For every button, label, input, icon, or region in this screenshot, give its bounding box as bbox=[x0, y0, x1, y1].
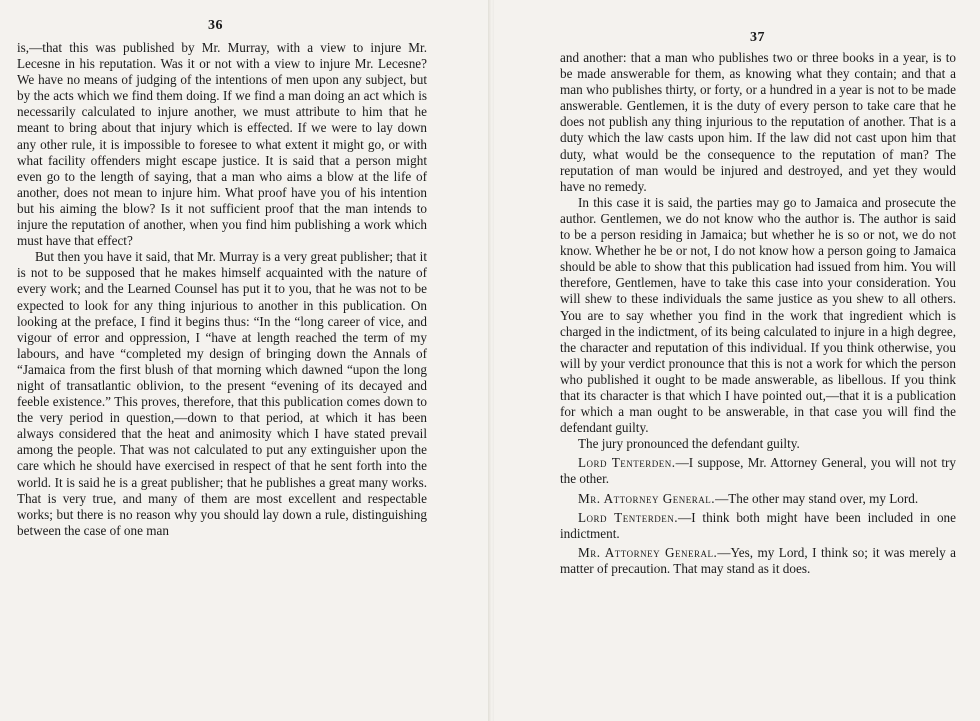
dialogue-line bbox=[560, 545, 956, 577]
right-page bbox=[494, 0, 980, 721]
right-page-body bbox=[560, 50, 956, 577]
dialogue-line bbox=[560, 510, 956, 542]
dialogue-speaker: Mr. Attorney General. bbox=[578, 490, 716, 506]
right-paragraph-verdict: The jury pronounced the defendant guilty. bbox=[578, 436, 800, 452]
dialogue-text: —I think both might have been included in one indictment. bbox=[560, 509, 956, 541]
left-paragraph-2: But then you have it said, that Mr. Murray is a very great publisher; that it is not to be supposed that he makes himself acquainted with the nature of every work; and the Learned Counsel has put it to you, that he was not to be expected to look for any thing injurious to another in this publication. On looking at the preface, I find it begins thus: “In the “long career of vice, and vigour of error and oppression, I “have at length reached the term of my labours, and have “completed my design of bringing down the Annals of “Jamaica from the first blush of that morning which dawned “upon the long night of transatlantic oblivion, to the present “evening of its decayed and feeble existence.” This proves, therefore, that this publication comes down to the very period in question,—down to that period, at which it has been always considered that the heat and animosity which I have stated prevail among the people. That was not calculated to put any extinguisher upon the care which he should have exercised in respect of that he sent forth into the world. It is said he is a great publisher; that he publishes a great many works. That is very true, and many of them are most excellent and respectable works; but there is no reason why you should lay down a rule, distinguishing between the case of one man bbox=[17, 249, 427, 538]
dialogue-speaker: Lord Tenterden. bbox=[578, 455, 676, 471]
dialogue-speaker: Mr. Attorney General. bbox=[578, 544, 718, 560]
dialogue-speaker: Lord Tenterden. bbox=[578, 509, 678, 525]
dialogue-text: —I suppose, Mr. Attorney General, you will not try the other. bbox=[560, 455, 956, 487]
right-paragraph-1: and another: that a man who publishes two or three books in a year, is to be made answerable for them, as knowing what they contain; and that a man who publishes thirty, or forty, or a hundred in a year is not to be made answerable. Gentlemen, it is the duty of every person to take care that he does not publish any thing injurious to the reputation of another. That is a duty which the law casts upon him. If the law did not cast upon him that duty, what would be the consequence to the reputation of man? The reputation of man would be injured and destroyed, and yet they would have no remedy. bbox=[560, 50, 956, 194]
dialogue-text: —The other may stand over, my Lord. bbox=[715, 490, 919, 506]
dialogue-line bbox=[560, 455, 956, 487]
left-page-number: 36 bbox=[208, 18, 223, 33]
dialogue-text: —Yes, my Lord, I think so; it was merely a matter of precaution. That may stand as it does. bbox=[560, 544, 956, 576]
left-page bbox=[0, 0, 488, 721]
dialogue-line bbox=[560, 491, 956, 507]
right-paragraph-2: In this case it is said, the parties may go to Jamaica and prosecute the author. Gentlemen, we do not know who the author is. The author is said to be a person residing in Jamaica; but whether he is so or not, we do not know. Whether he be or not, I do not know how a person going to Jamaica should be able to show that this publication had issued from him. You will therefore, Gentlemen, have to take this case into your consideration. You will shew to these individuals the same justice as you shew to all others. You are to say whether you find in the work that ingredient which is charged in the indictment, of its being calculated to injure in a high degree, the character and reputation of this individual. If you think otherwise, you will by your verdict pronounce that this is not a work for which the person who published it ought to be made answerable, as libellous. If you think that its character is that which I have pointed out,—that it is a publication for which a man ought to be answerable, in that case you will find the defendant guilty. bbox=[560, 194, 956, 436]
left-paragraph-1: is,—that this was published by Mr. Murray, with a view to injure Mr. Lecesne in his reputation. Was it or not with a view to injure Mr. Lecesne? We have no means of judging of the intentions of men upon any subject, but by the acts which we find them doing. If we find a man doing an act which is necessarily calculated to injure another, we must attribute to him that he meant to bring about that injury which is effected. If we were to lay down any other rule, it is impossible to foresee to what extent it might go, or with what facility offenders might escape justice. It is said that a person might even go to the length of saying, that a man who aims a blow at the life of another, does not mean to injure him. What proof have you of his intention but his aiming the blow? Is it not sufficient proof that the man intends to injure the reputation of another, when you find him publishing a work which must have that effect? bbox=[17, 40, 427, 249]
right-page-number: 37 bbox=[750, 30, 765, 45]
left-page-body bbox=[17, 40, 427, 539]
